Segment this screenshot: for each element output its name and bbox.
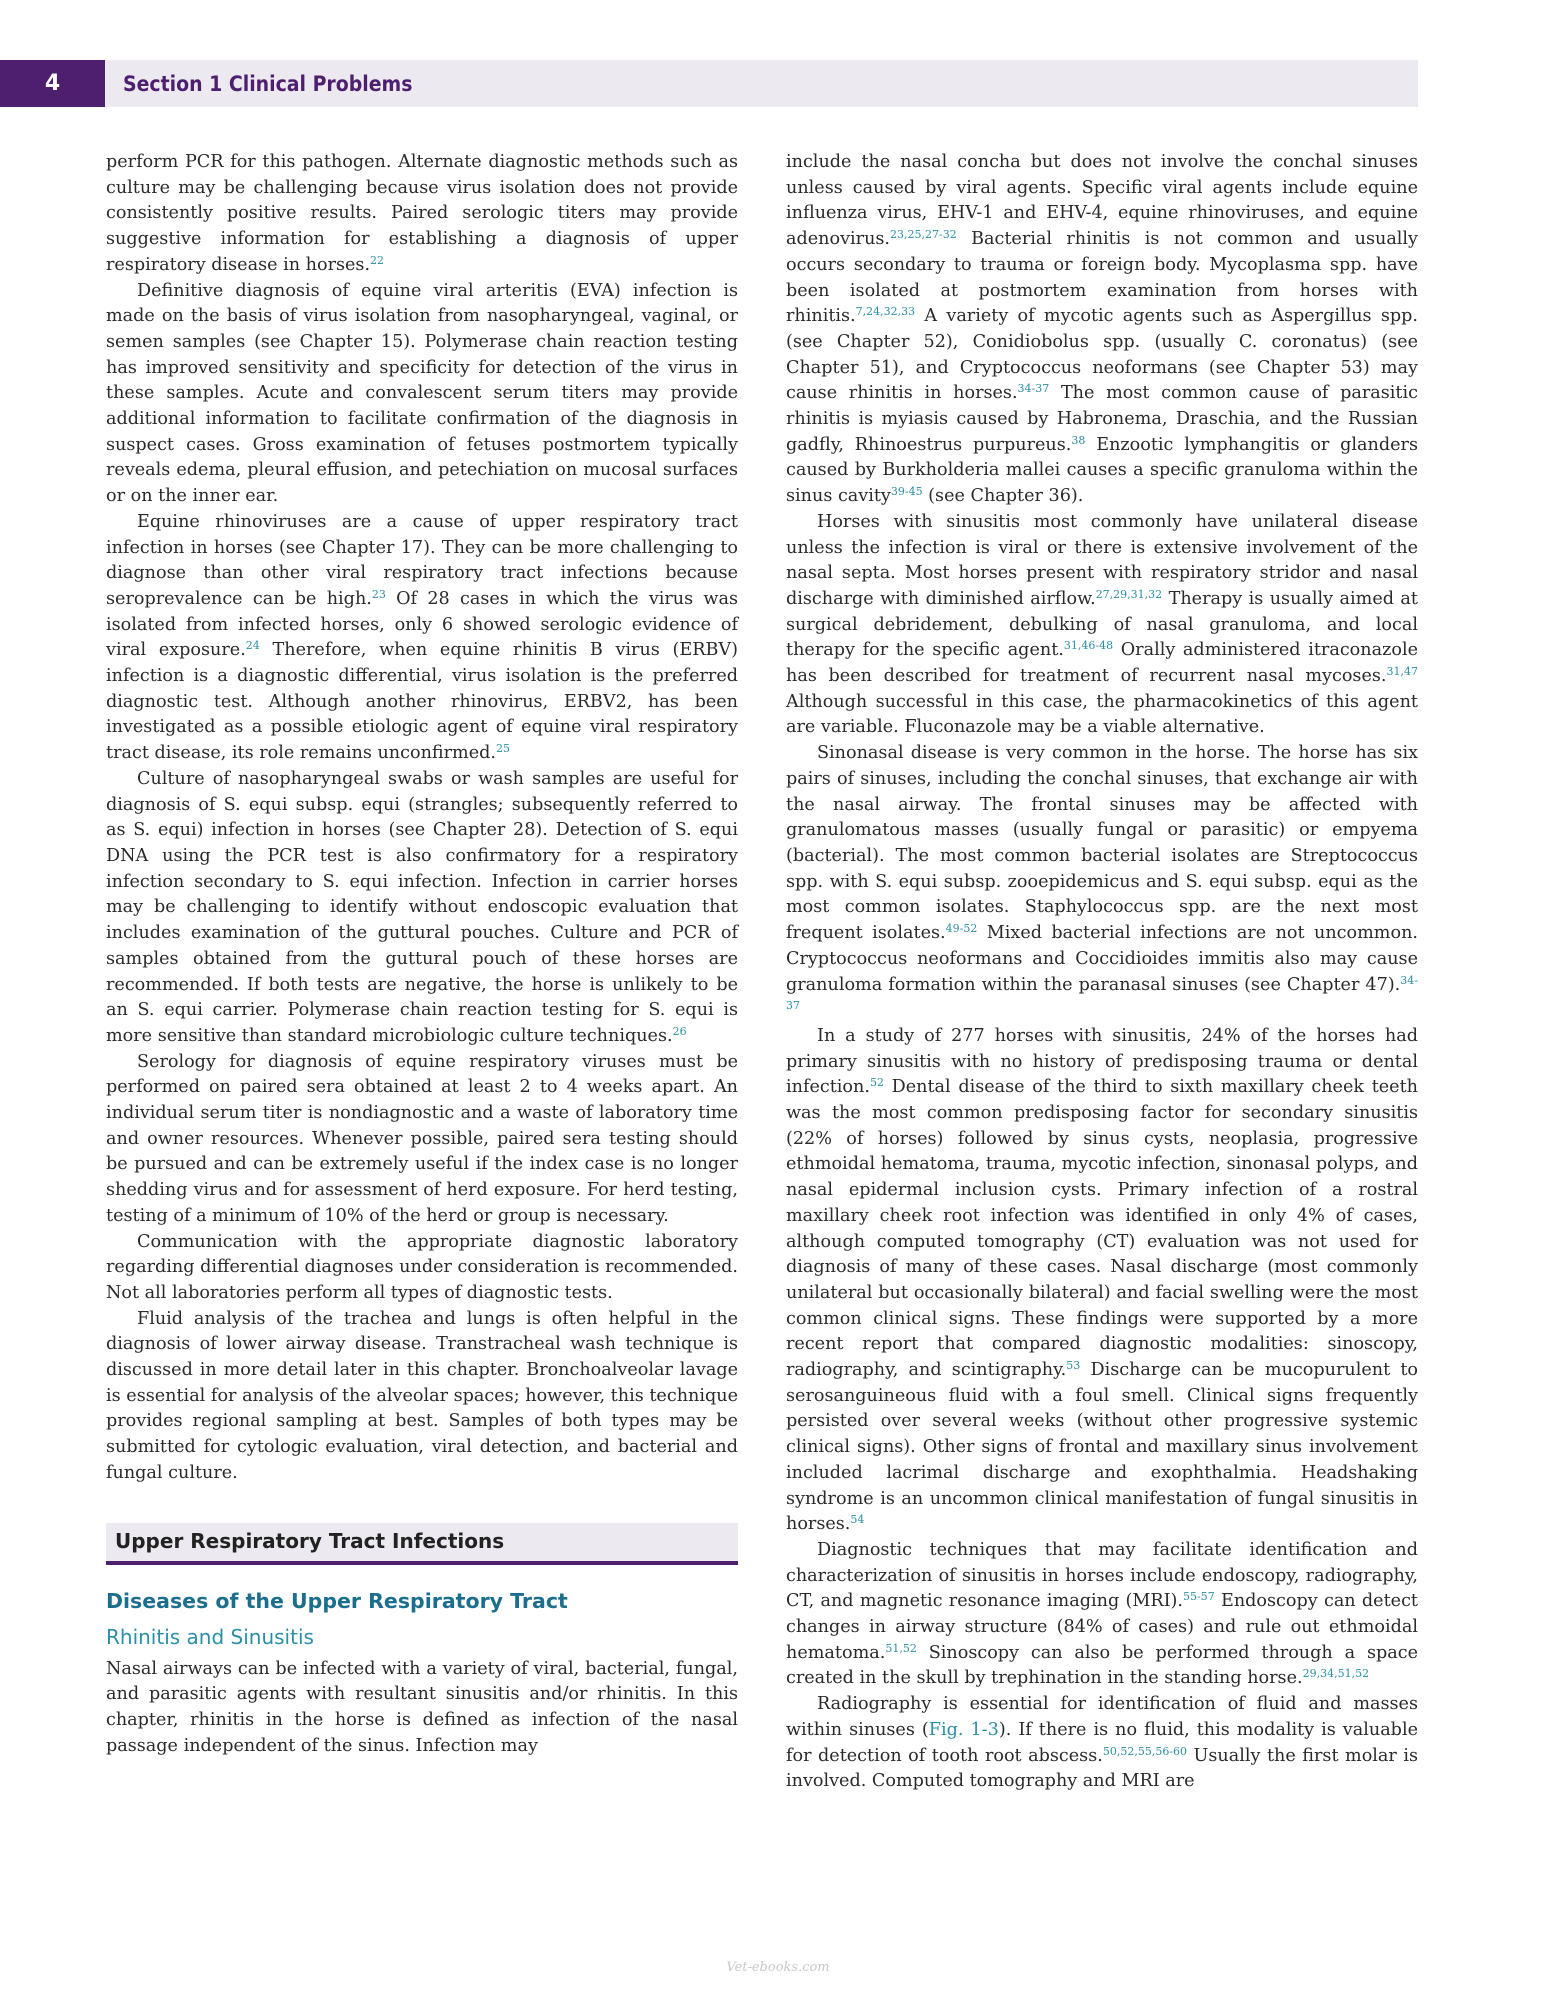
reference-link[interactable]: 26 [672, 1024, 687, 1038]
reference-link[interactable]: 22 [370, 253, 385, 267]
reference-link[interactable]: 34-37 [786, 973, 1418, 1013]
reference-link[interactable]: 31,47 [1386, 665, 1418, 679]
paragraph: Sinonasal disease is very common in the horse. The horse has six pairs of sinuses, including the conchal sinuses, that exchange air with the nasal airway. The frontal sinuses may be affected with granulomatous masses (usually fungal or parasitic) or empyema (bacterial). The most common bacterial isolates are Streptococcus spp. with S. equi subsp. zooepidemicus and S. equi subsp. equi as the most common isolates. Staphylococcus spp. are the next most frequent isolates.$^{49-52}$ Mixed bacterial infections are not uncommon. Cryptococcus neoformans and Coccidioides immitis also may cause granuloma formation within the paranasal sinuses (see Chapter 47).$^{34-37}$ [786, 743, 1418, 1013]
left-column [106, 150, 738, 1759]
paragraph: Definitive diagnosis of equine viral arteritis (EVA) infection is made on the basis of virus isolation from nasopharyngeal, vaginal, or semen samples (see Chapter 15). Polymerase chain reaction testing has improved sensitivity and specificity for detection of the virus in these samples. Acute and convalescent serum titers may provide additional information to facilitate confirmation of the diagnosis in suspect cases. Gross examination of fetuses postmortem typically reveals edema, pleural effusion, and petechiation on mucosal surfaces or on the inner ear. [106, 280, 738, 507]
reference-link[interactable]: 52 [869, 1076, 884, 1090]
reference-link[interactable]: 53 [1066, 1359, 1081, 1373]
paragraph: Horses with sinusitis most commonly have unilateral disease unless the infection is viral or there is extensive involvement of the nasal septa. Most horses present with respiratory stridor and nasal discharge with diminished airflow.$^{27,29,31,32}$ Therapy is usually aimed at surgical debridement, debulking of nasal granuloma, and local therapy for the specific agent.$^{31,46-48}$ Orally administered itraconazole has been described for treatment of recurrent nasal mycoses.$^{31,47}$ Although successful in this case, the pharmacokinetics of this agent are variable. Fluconazole may be a viable alternative. [786, 511, 1418, 738]
reference-link[interactable]: 27,29,31,32 [1095, 587, 1163, 601]
paragraph: In a study of 277 horses with sinusitis, 24% of the horses had primary sinusitis with no history of predisposing trauma or dental infection.$^{52}$ Dental disease of the third to sixth maxillary cheek teeth was the most common predisposing factor for secondary sinusitis (22% of horses) followed by sinus cysts, neoplasia, progressive ethmoidal hematoma, trauma, mycotic infection, sinonasal polyps, and nasal epidermal inclusion cysts. Primary infection of a rostral maxillary cheek root infection was identified in only 4% of cases, although computed tomography (CT) evaluation was not used for diagnosis of many of these cases. Nasal discharge (most commonly unilateral but occasionally bilateral) and facial swelling were the most common clinical signs. These findings were supported by a more recent report that compared diagnostic modalities: sinoscopy, radiography, and scintigraphy.$^{53}$ Discharge can be mucopurulent to serosanguineous fluid with a foul smell. Clinical signs frequently persisted over several weeks (without other progressive systemic clinical signs). Other signs of frontal and maxillary sinus involvement included lacrimal discharge and exophthalmia. Headshaking syndrome is an uncommon clinical manifestation of fungal sinusitis in horses.$^{54}$ [786, 1025, 1418, 1535]
paragraph: Serology for diagnosis of equine respiratory viruses must be performed on paired sera obtained at least 2 to 4 weeks apart. An individual serum titer is nondiagnostic and a waste of laboratory time and owner resources. Whenever possible, paired sera testing should be pursued and can be extremely useful if the index case is no longer shedding virus and for assessment of herd exposure. For herd testing, testing of a minimum of 10% of the herd or group is necessary. [106, 1051, 738, 1226]
reference-link[interactable]: 51,52 [885, 1641, 917, 1655]
reference-link[interactable]: 38 [1071, 433, 1086, 447]
reference-link[interactable]: 24 [245, 639, 260, 653]
reference-link[interactable]: 7,24,32,33 [855, 305, 916, 319]
running-header [0, 60, 1418, 107]
reference-link[interactable]: 23 [371, 587, 386, 601]
section-title [123, 72, 412, 96]
reference-link[interactable]: 49-52 [945, 922, 978, 936]
paragraph: Radiography is essential for identification of fluid and masses within sinuses (Fig. 1-3). If there is no fluid, this modality is valuable for detection of tooth root abscess.$^{50,52,55,56-60}$ Usually the first molar is involved. Computed tomography and MRI are [786, 1694, 1418, 1792]
subsection-heading: Diseases of the Upper Respiratory Tract [106, 1588, 568, 1613]
section-number: Section 1 [123, 71, 223, 96]
section-heading: Upper Respiratory Tract Infections [106, 1523, 738, 1565]
reference-link[interactable]: 54 [850, 1513, 865, 1527]
reference-link[interactable]: 23,25,27-32 [890, 228, 957, 242]
figure-link[interactable]: Fig. 1-3 [928, 1719, 999, 1740]
paragraph: Communication with the appropriate diagnostic laboratory regarding differential diagnoses under consideration is recommended. Not all laboratories perform all types of diagnostic tests. [106, 1231, 738, 1303]
reference-link[interactable]: 55-57 [1183, 1590, 1215, 1604]
watermark: Vet-ebooks.com [726, 1960, 830, 1975]
paragraph: Nasal airways can be infected with a variety of viral, bacterial, fungal, and parasitic agents with resultant sinusitis and/or rhinitis. In this chapter, rhinitis in the horse is defined as infection of the nasal passage independent of the sinus. Infection may [106, 1658, 738, 1756]
reference-link[interactable]: 31,46-48 [1063, 639, 1114, 653]
topic-heading: Rhinitis and Sinusitis [106, 1624, 314, 1649]
reference-link[interactable]: 39-45 [890, 485, 923, 499]
paragraph: perform PCR for this pathogen. Alternate diagnostic methods such as culture may be challenging because virus isolation does not provide consistently positive results. Paired serologic titers may provide suggestive information for establishing a diagnosis of upper respiratory disease in horses.$^{22}$ [106, 152, 738, 275]
reference-link[interactable]: 29,34,51,52 [1302, 1667, 1370, 1681]
paragraph: Equine rhinoviruses are a cause of upper respiratory tract infection in horses (see Chapter 17). They can be more challenging to diagnose than other viral respiratory tract infections because seroprevalence can be high.$^{23}$ Of 28 cases in which the virus was isolated from infected horses, only 6 showed serologic evidence of viral exposure.$^{24}$ Therefore, when equine rhinitis B virus (ERBV) infection is a diagnostic differential, virus isolation is the preferred diagnostic test. Although another rhinovirus, ERBV2, has been investigated as a possible etiologic agent of equine viral respiratory tract disease, its role remains unconfirmed.$^{25}$ [106, 511, 739, 764]
reference-link[interactable]: 34-37 [1017, 382, 1050, 396]
reference-link[interactable]: 50,52,55,56-60 [1102, 1744, 1188, 1758]
paragraph: include the nasal concha but does not involve the conchal sinuses unless caused by viral agents. Specific viral agents include equine influenza virus, EHV-1 and EHV-4, equine rhinoviruses, and equine adenovirus.$^{23,25,27-32}$ Bacterial rhinitis is not common and usually occurs secondary to trauma or foreign body. Mycoplasma spp. have been isolated at postmortem examination from horses with rhinitis.$^{7,24,32,33}$ A variety of mycotic agents such as Aspergillus spp. (see Chapter 52), Conidiobolus spp. (usually C. coronatus) (see Chapter 51), and Cryptococcus neoformans (see Chapter 53) may cause rhinitis in horses.$^{34-37}$ The most common cause of parasitic rhinitis is myiasis caused by Habronema, Draschia, and the Russian gadfly, Rhinoestrus purpureus.$^{38}$ Enzootic lymphangitis or glanders caused by Burkholderia mallei causes a specific granuloma within the sinus cavity$^{39-45}$ (see Chapter 36). [786, 152, 1418, 507]
reference-link[interactable]: 25 [496, 742, 510, 756]
paragraph: Diagnostic techniques that may facilitate identification and characterization of sinusitis in horses include endoscopy, radiography, CT, and magnetic resonance imaging (MRI).$^{55-57}$ Endoscopy can detect changes in airway structure (84% of cases) and rule out ethmoidal hematoma.$^{51,52}$ Sinoscopy can also be performed through a space created in the skull by trephination in the standing horse.$^{29,34,51,52}$ [786, 1539, 1418, 1689]
paragraph: Culture of nasopharyngeal swabs or wash samples are useful for diagnosis of S. equi subsp. equi (strangles; subsequently referred to as S. equi) infection in horses (see Chapter 28). Detection of S. equi DNA using the PCR test is also confirmatory for a respiratory infection secondary to S. equi infection. Infection in carrier horses may be challenging to identify without endoscopic evaluation that includes examination of the guttural pouches. Culture and PCR of samples obtained from the guttural pouch of these horses are recommended. If both tests are negative, the horse is unlikely to be an S. equi carrier. Polymerase chain reaction testing for S. equi is more sensitive than standard microbiologic culture techniques.$^{26}$ [106, 768, 738, 1046]
right-column [786, 150, 1418, 1795]
section-name: Clinical Problems [228, 71, 413, 96]
page-number: 4 [0, 60, 105, 107]
paragraph: Fluid analysis of the trachea and lungs is often helpful in the diagnosis of lower airway disease. Transtracheal wash technique is discussed in more detail later in this chapter. Bronchoalveolar lavage is essential for analysis of the alveolar spaces; however, this technique provides regional sampling at best. Samples of both types may be submitted for cytologic evaluation, viral detection, and bacterial and fungal culture. [106, 1308, 738, 1483]
